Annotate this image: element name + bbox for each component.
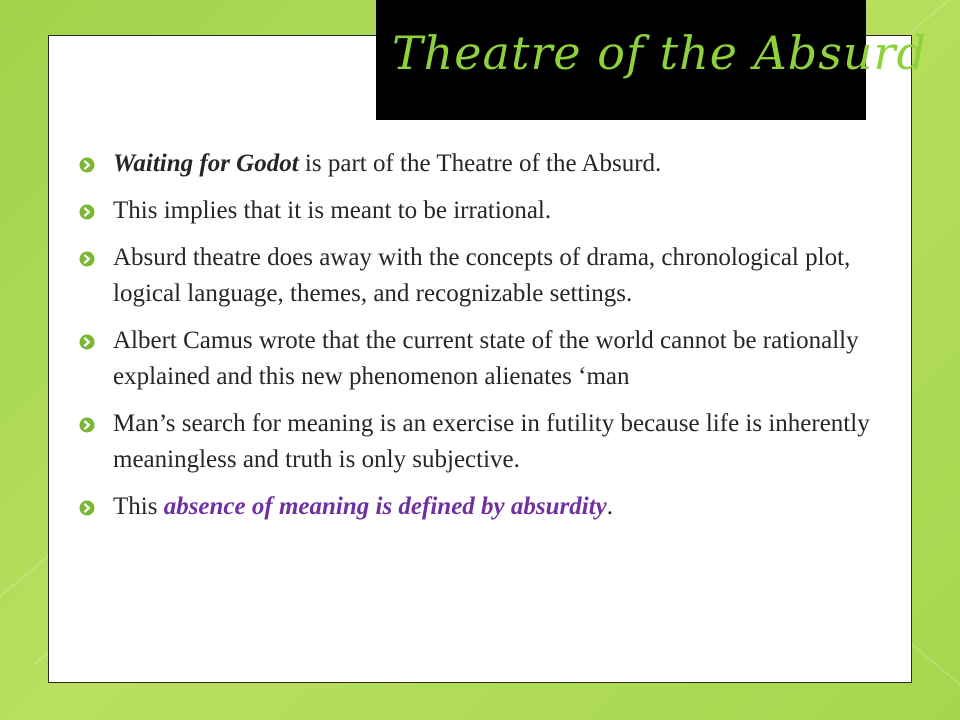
bullet-text: is part of the Theatre of the Absurd. — [298, 150, 662, 177]
emphasis-phrase: absence of meaning is defined by absurdity — [163, 493, 607, 520]
bullet-text: This implies that it is meant to be irrational. — [113, 197, 552, 224]
title-banner — [376, 0, 927, 120]
bullet-item — [79, 406, 909, 478]
bullet-item — [79, 193, 909, 229]
bullet-item — [79, 323, 909, 395]
bullet-text: Albert Camus wrote that the current state of the world cannot be rationally explained and this new phenomenon alienates ‘man — [113, 327, 859, 390]
arrow-circle-right-icon — [79, 251, 95, 267]
bullet-list — [79, 146, 909, 536]
bullet-text: . — [606, 493, 613, 520]
bullet-text: Absurd theatre does away with the concepts of drama, chronological plot, logical language, themes, and recognizable settings. — [113, 244, 851, 307]
slide-panel — [48, 35, 912, 683]
arrow-circle-right-icon — [79, 204, 95, 220]
bullet-text: Man’s search for meaning is an exercise in futility because life is inherently meaningless and truth is only subjective. — [113, 410, 870, 473]
bullet-item — [79, 489, 909, 525]
arrow-circle-right-icon — [79, 500, 95, 516]
bullet-item — [79, 240, 909, 312]
bullet-item — [79, 146, 909, 182]
bullet-text: This — [113, 493, 164, 520]
slide-title: Theatre of the Absurd — [392, 26, 927, 80]
arrow-circle-right-icon — [79, 157, 95, 173]
play-title: Waiting for Godot — [113, 150, 299, 177]
arrow-circle-right-icon — [79, 417, 95, 433]
arrow-circle-right-icon — [79, 334, 95, 350]
